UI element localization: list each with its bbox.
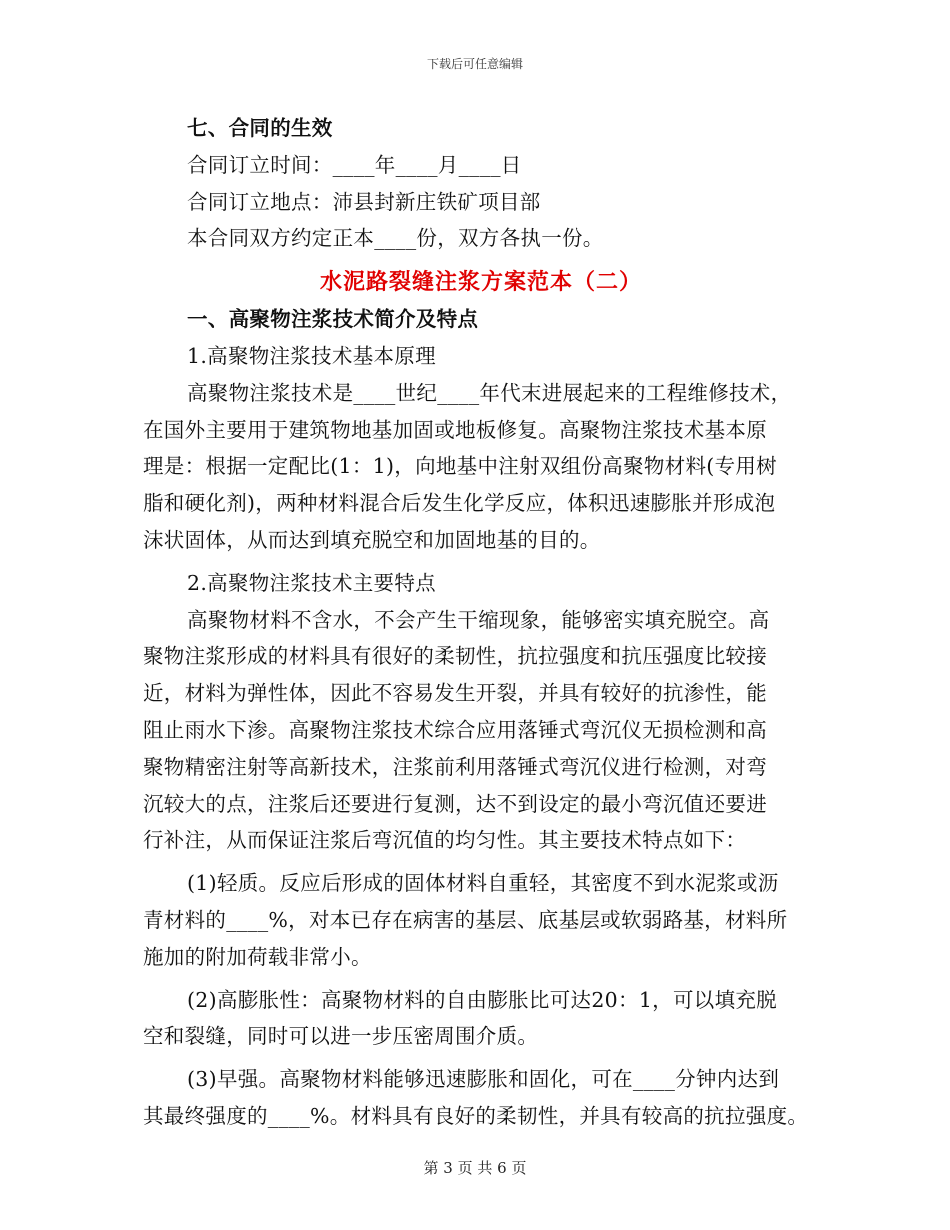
subsection-1-paragraph — [143, 375, 819, 559]
paragraph-line: 青材料的____%，对本已存在病害的基层、底基层或软弱路基，材料所 — [143, 907, 788, 932]
paragraph-line: (2)高膨胀性：高聚物材料的自由膨胀比可达20：1，可以填充脱 — [187, 987, 777, 1012]
subsection-2-paragraph — [143, 602, 819, 860]
feature-item-3 — [143, 1061, 819, 1135]
paragraph-line: 聚物注浆形成的材料具有很好的柔韧性，抗拉强度和抗压强度比较接 — [143, 644, 767, 669]
subsection-2-title: 2.高聚物注浆技术主要特点 — [187, 570, 436, 595]
paragraph-line: 在国外主要用于建筑物地基加固或地板修复。高聚物注浆技术基本原 — [143, 417, 767, 442]
paragraph-line: 空和裂缝，同时可以进一步压密周围介质。 — [143, 1024, 539, 1049]
feature-item-1 — [143, 865, 819, 975]
paragraph-line: 沫状固体，从而达到填充脱空和加固地基的目的。 — [143, 527, 601, 552]
page-header-note: 下载后可任意编辑 — [426, 57, 523, 71]
paragraph-line: 行补注，从而保证注浆后弯沉值的均匀性。其主要技术特点如下： — [143, 828, 747, 853]
section-1-heading: 一、高聚物注浆技术简介及特点 — [187, 307, 479, 332]
contract-date-line: 合同订立时间：____年____月____日 — [187, 152, 522, 177]
page-number-footer: 第 3 页 共 6 页 — [423, 1159, 527, 1177]
paragraph-line: 高聚物材料不含水，不会产生干缩现象，能够密实填充脱空。高 — [187, 607, 770, 632]
subsection-1-title: 1.高聚物注浆技术基本原理 — [187, 343, 436, 368]
paragraph-line: 沉较大的点，注浆后还要进行复测，达不到设定的最小弯沉值还要进 — [143, 791, 767, 816]
paragraph-line: 理是：根据一定配比(1：1)，向地基中注射双组份高聚物材料(专用树 — [143, 454, 777, 479]
document-body — [143, 110, 819, 1135]
paragraph-line: (1)轻质。反应后形成的固体材料自重轻，其密度不到水泥浆或沥 — [187, 871, 779, 896]
section-7-heading: 七、合同的生效 — [187, 116, 333, 140]
paragraph-line: 施加的附加荷载非常小。 — [143, 944, 372, 969]
paragraph-line: (3)早强。高聚物材料能够迅速膨胀和固化，可在____分钟内达到 — [187, 1067, 780, 1092]
paragraph-line: 脂和硬化剂)，两种材料混合后发生化学反应，体积迅速膨胀并形成泡 — [143, 491, 776, 516]
paragraph-line: 其最终强度的____%。材料具有良好的柔韧性，并具有较高的抗拉强度。 — [143, 1103, 809, 1128]
contract-place-line: 合同订立地点：沛县封新庄铁矿项目部 — [187, 189, 541, 214]
paragraph-line: 聚物精密注射等高新技术，注浆前利用落锤式弯沉仪进行检测，对弯 — [143, 754, 767, 779]
paragraph-line: 近，材料为弹性体，因此不容易发生开裂，并具有较好的抗渗性，能 — [143, 681, 767, 706]
paragraph-line: 阻止雨水下渗。高聚物注浆技术综合应用落锤式弯沉仪无损检测和高 — [143, 717, 767, 742]
contract-copies-line: 本合同双方约定正本____份，双方各执一份。 — [187, 226, 604, 251]
feature-item-2 — [143, 982, 819, 1056]
document-title: 水泥路裂缝注浆方案范本（二） — [319, 269, 642, 296]
paragraph-line: 高聚物注浆技术是____世纪____年代末进展起来的工程维修技术， — [187, 380, 792, 405]
